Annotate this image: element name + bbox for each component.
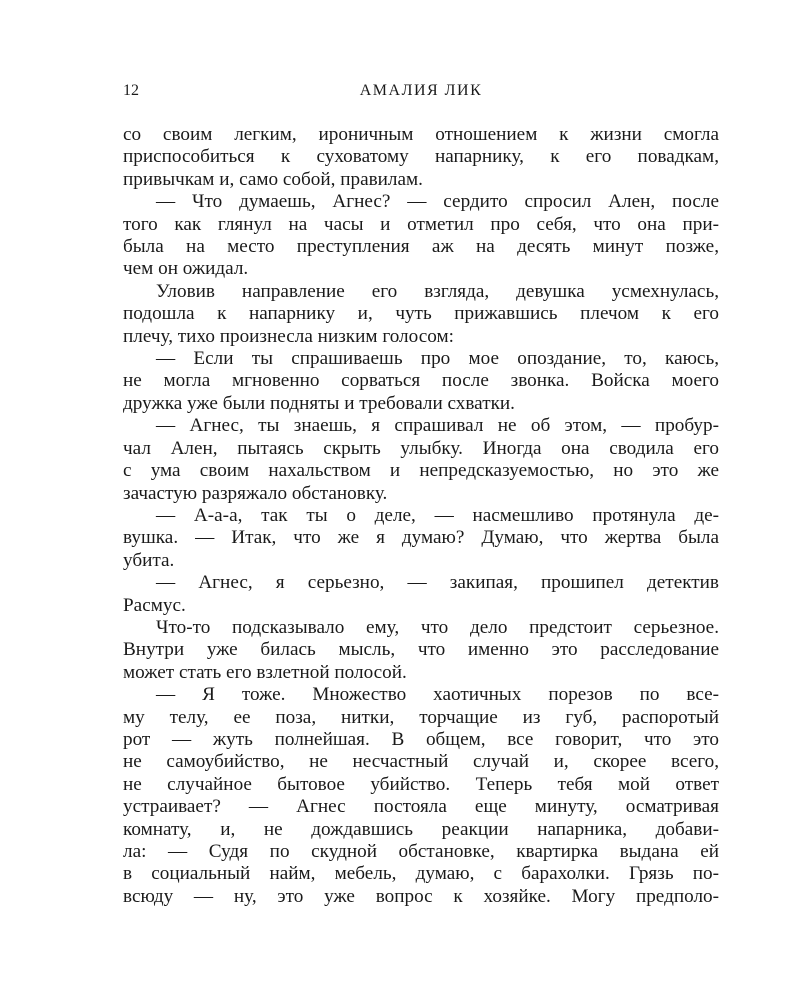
paragraph [123,348,719,415]
text-line: приспособиться к суховатому напарнику, к его повадкам, [123,146,719,168]
text-line: в социальный найм, мебель, думаю, с барахолки. Грязь по- [123,863,719,885]
text-line: — Агнес, ты знаешь, я спрашивал не об этом, — пробур- [156,415,719,437]
page-number: 12 [123,82,139,99]
text-line: вушка. — Итак, что же я думаю? Думаю, что жертва была [123,527,719,549]
text-line: ла: — Судя по скудной обстановке, квартирка выдана ей [123,841,719,862]
text-line: всюду — ну, это уже вопрос к хозяйке. Могу предполо- [123,885,719,907]
paragraph [123,684,719,908]
text-line: со своим легким, ироничным отношением к жизни смогла [123,124,719,145]
text-line: чал Ален, пытаясь скрыть улыбку. Иногда она сводила его [123,437,719,459]
text-line: — Агнес, я серьезно, — закипая, прошипел детектив [156,572,719,594]
text-line: Что-то подсказывало ему, что дело предстоит серьезное. [156,616,719,638]
paragraph [123,281,719,348]
text-line: рот — жуть полнейшая. В общем, все говорит, что это [123,728,719,750]
text-line: дружка уже были подняты и требовали схватки. [123,392,515,414]
text-line: убита. [123,549,175,571]
running-head [123,78,719,104]
text-line: Расмус. [123,594,186,616]
paragraph [123,505,719,572]
text-line: была на место преступления аж на десять минут позже, [123,236,719,258]
paragraph [123,415,719,505]
book-page [123,78,719,908]
paragraph [123,617,719,684]
text-line: му телу, ее поза, нитки, торчащие из губ, распоротый [123,706,719,728]
text-line: плечу, тихо произнесла низким голосом: [123,325,454,347]
text-line: не самоубийство, не несчастный случай и, скорее всего, [123,751,719,773]
text-line: устраивает? — Агнес постояла еще минуту, осматривая [123,796,719,818]
paragraph [123,191,719,281]
text-line: Уловив направление его взгляда, девушка усмехнулась, [156,280,719,302]
text-line: может стать его взлетной полосой. [123,661,407,683]
text-line: не могла мгновенно сорваться после звонка. Войска моего [123,370,719,392]
text-line: чем он ожидал. [123,258,249,280]
text-line: зачастую разряжало обстановку. [123,482,388,504]
paragraph [123,572,719,617]
text-line: подошла к напарнику и, чуть прижавшись плечом к его [123,303,719,325]
text-line: не случайное бытовое убийство. Теперь тебя мой ответ [123,773,719,795]
text-line: — Что думаешь, Агнес? — сердито спросил Ален, после [156,191,719,213]
text-line: — Я тоже. Множество хаотичных порезов по все- [156,684,719,706]
text-line: — Если ты спрашиваешь про мое опоздание, то, каюсь, [156,348,719,370]
text-line: привычкам и, само собой, правилам. [123,168,423,190]
paragraph [123,124,719,191]
text-line: — А-а-а, так ты о деле, — насмешливо протянула де- [156,504,719,526]
body-text [123,124,719,908]
author-name: АМАЛИЯ ЛИК [359,82,483,99]
text-line: Внутри уже билась мысль, что именно это расследование [123,639,719,661]
text-line: того как глянул на часы и отметил про себя, что она при- [123,213,719,235]
text-line: комнату, и, не дождавшись реакции напарника, добави- [123,818,719,840]
text-line: с ума своим нахальством и непредсказуемостью, но это же [123,460,719,482]
